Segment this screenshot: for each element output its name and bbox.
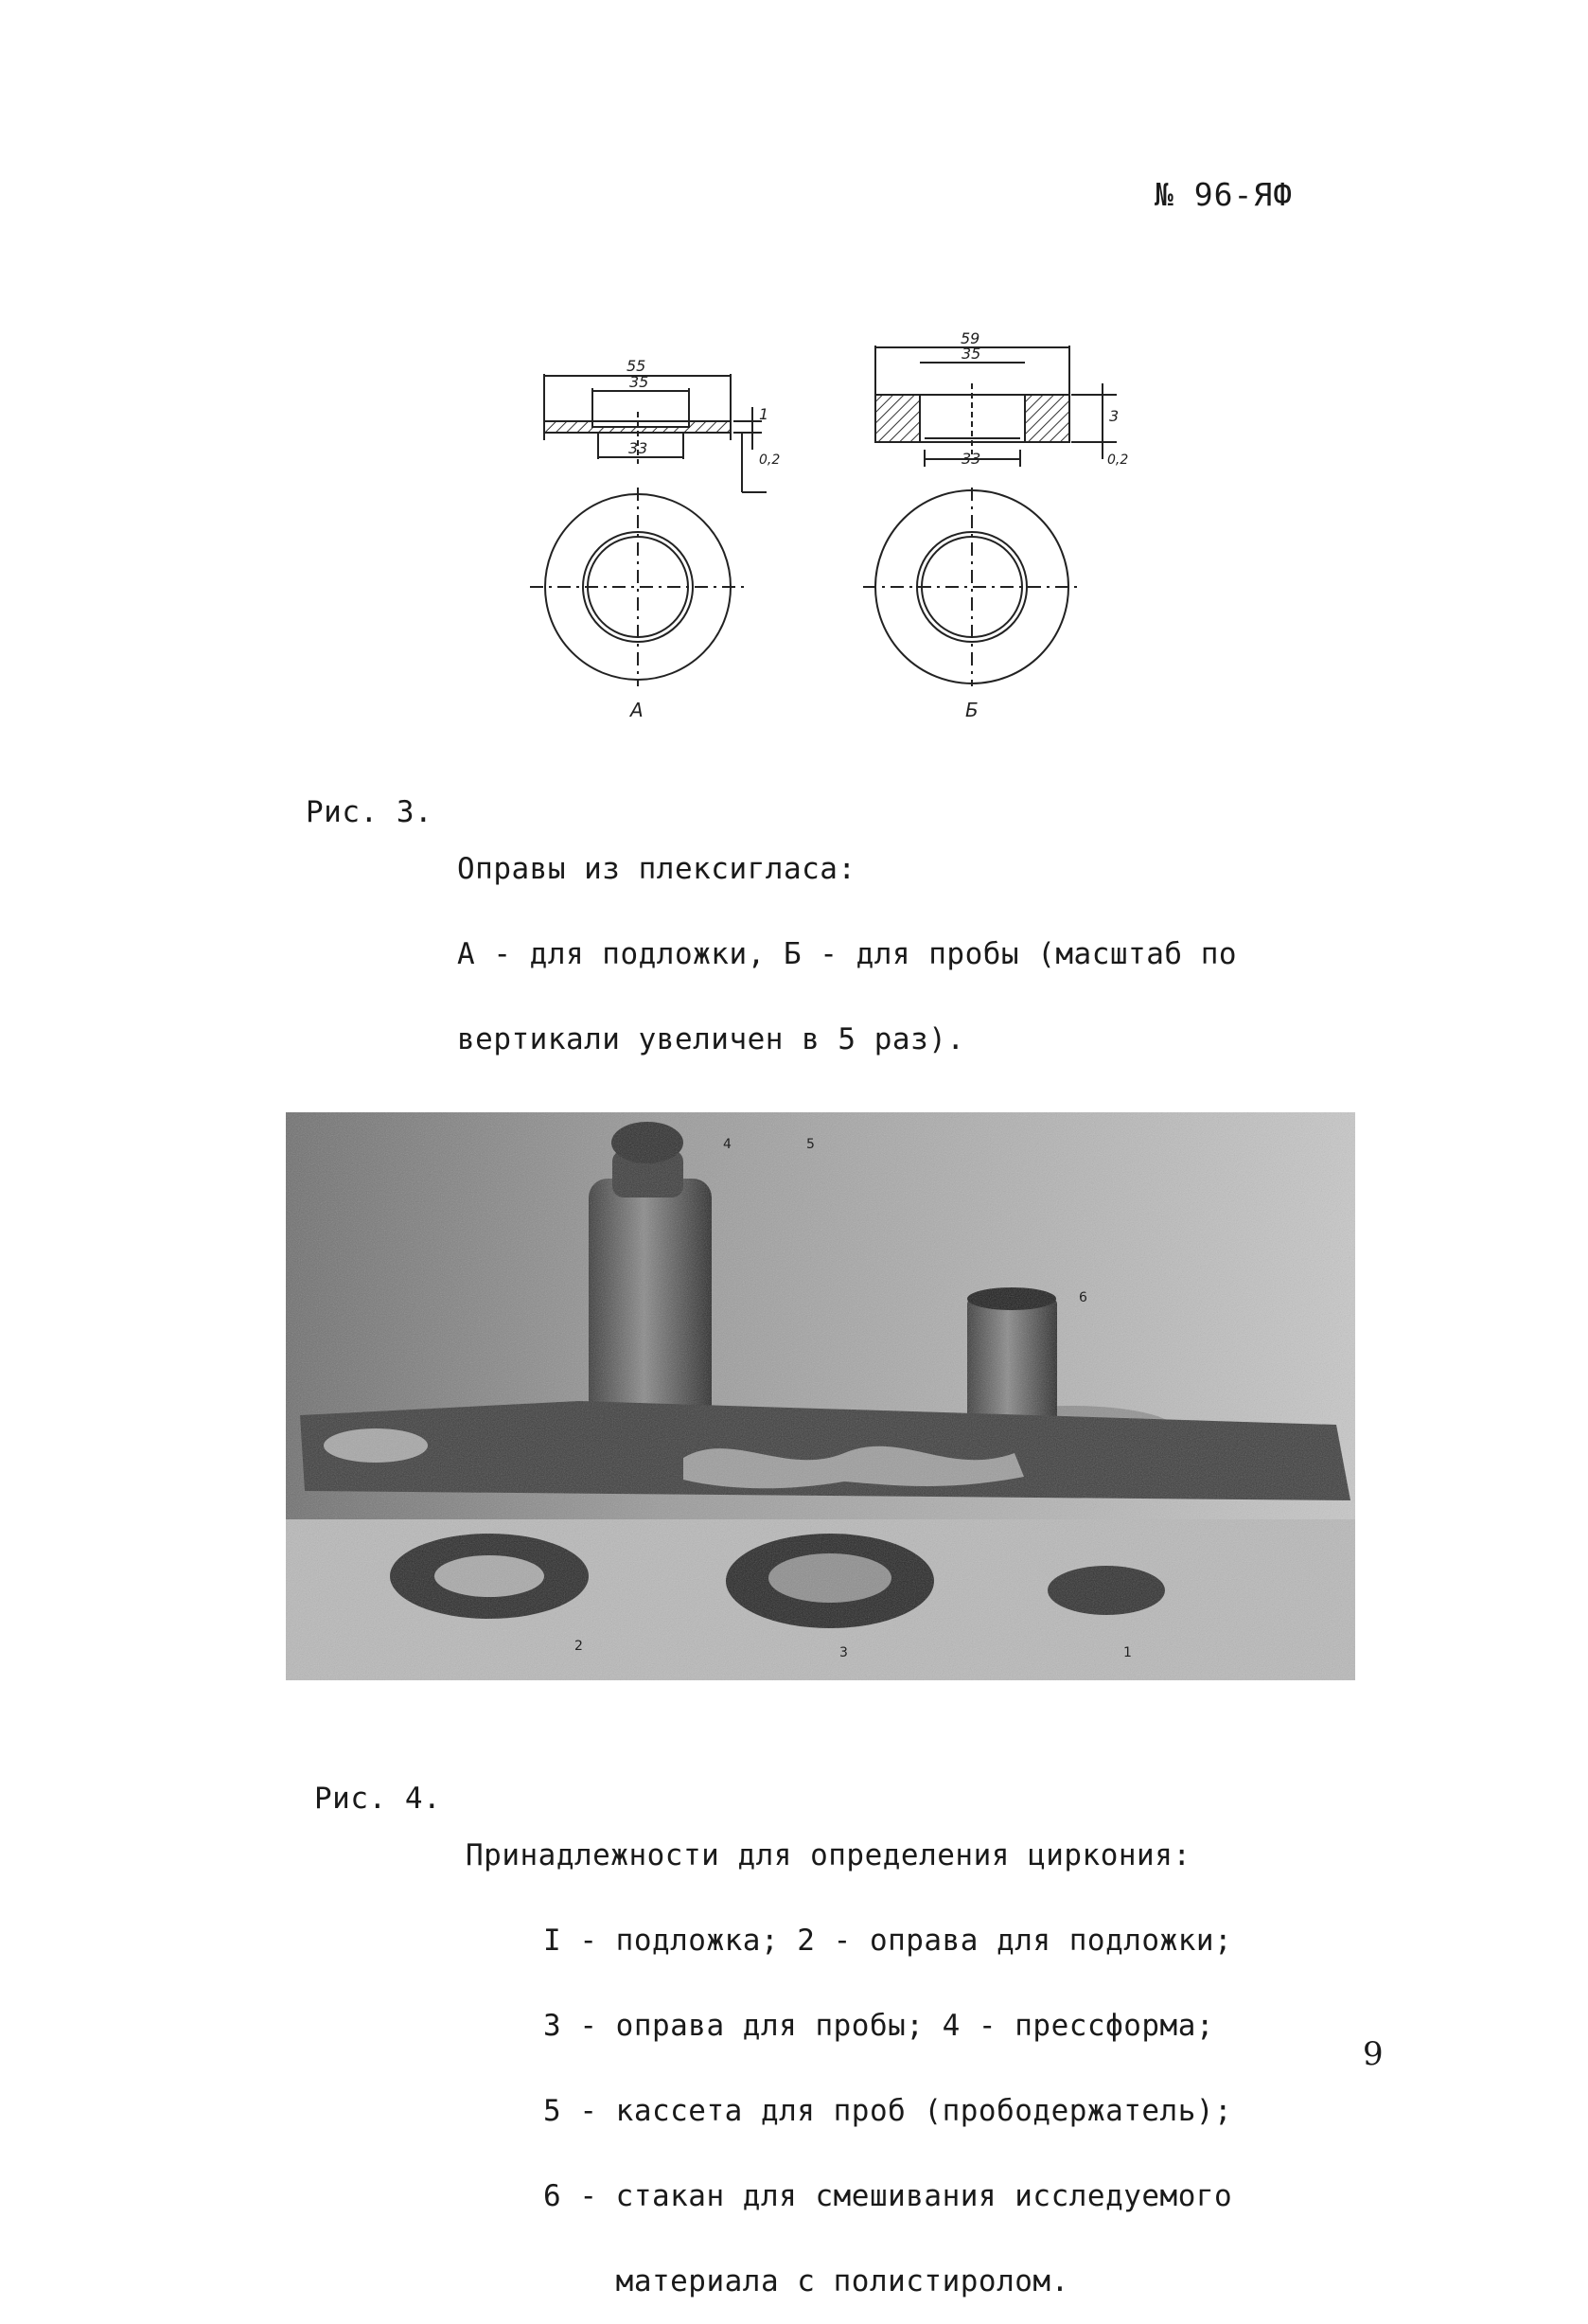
fig4-caption-line: Принадлежности для определения циркония: (466, 1838, 1191, 1872)
photo-label-6: 6 (1079, 1290, 1087, 1305)
fig4-photo (286, 1112, 1355, 1680)
photo-label-3: 3 (839, 1645, 848, 1660)
dim-a-mid: 35 (629, 373, 649, 391)
fig4-caption (466, 1784, 1232, 2324)
photo-label-1: 1 (1123, 1645, 1132, 1660)
label-b: Б (965, 699, 979, 721)
fig4-caption-line: I - подложка; 2 - оправа для подложки; (543, 1924, 1233, 1958)
dim-b-depth: 0,2 (1107, 452, 1129, 468)
photo-label-2: 2 (574, 1639, 583, 1654)
fig3-b-plan (863, 488, 1081, 721)
fig3-drawing (511, 327, 1173, 743)
dim-b-outer: 59 (961, 329, 980, 347)
fig3-b-section (875, 329, 1128, 468)
fig3-a-plan (530, 488, 748, 721)
dim-b-mid: 35 (962, 345, 981, 363)
fig3-caption-line: А - для подложки, Б - для пробы (масштаб по (457, 937, 1238, 971)
dim-a-depth: 0,2 (759, 452, 781, 468)
dim-a-outer: 55 (626, 357, 646, 375)
dim-a-inner: 33 (628, 439, 648, 457)
page-number: 9 (1363, 2035, 1384, 2073)
fig4-caption-line: 3 - оправа для пробы; 4 - прессформа; (543, 2009, 1215, 2043)
fig4-caption-prefix: Рис. 4. (314, 1782, 442, 1816)
dim-b-inner: 33 (962, 450, 981, 468)
document-number: № 96-ЯФ (1155, 176, 1294, 213)
fig3-caption-line: вертикали увеличен в 5 раз). (457, 1022, 965, 1056)
dim-b-thick: 3 (1109, 407, 1120, 425)
fig4-caption-line: 5 - кассета для проб (прободержатель); (543, 2094, 1233, 2128)
fig3-caption-prefix: Рис. 3. (306, 795, 433, 829)
dim-a-thick: 1 (759, 405, 769, 423)
photo-label-5: 5 (806, 1137, 815, 1152)
fig4-caption-line: материала с полистиролом. (543, 2264, 1069, 2298)
fig3-caption (457, 798, 1237, 1082)
label-a: А (630, 699, 644, 721)
fig3-caption-line: Оправы из плексигласа: (457, 852, 856, 886)
fig3-a-section (544, 357, 780, 492)
photo-label-4: 4 (723, 1137, 732, 1152)
fig4-caption-line: 6 - стакан для смешивания исследуемого (543, 2179, 1233, 2213)
